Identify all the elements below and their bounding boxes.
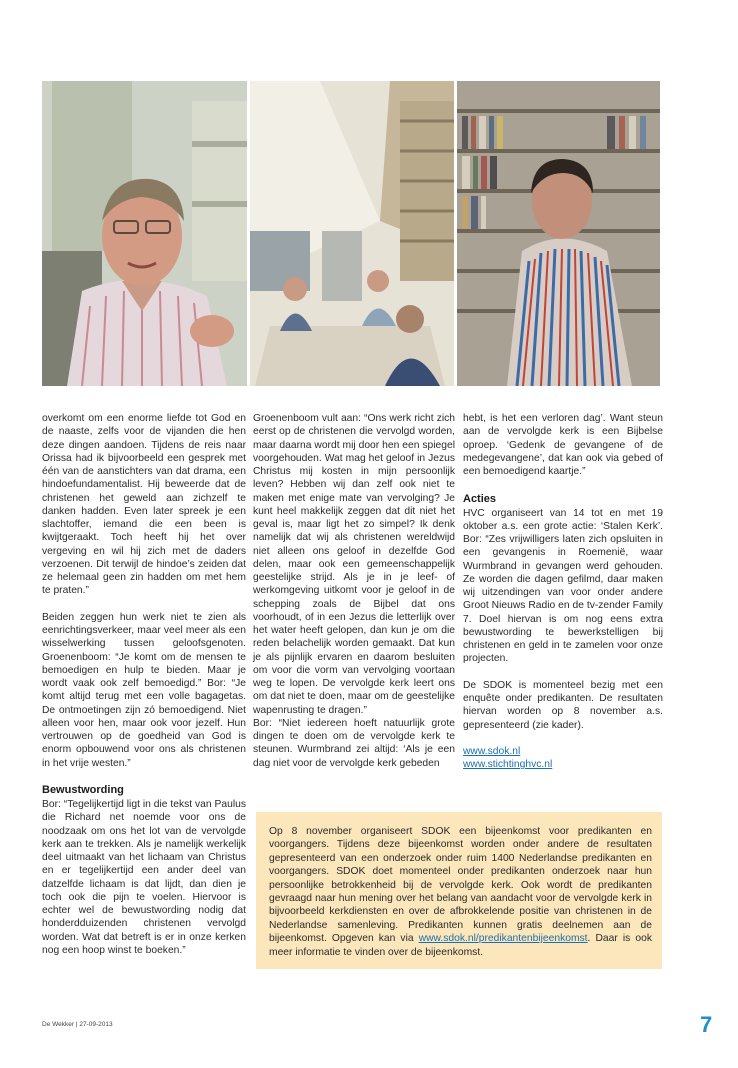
photo-attic-meeting <box>250 81 454 386</box>
col2-paragraph-1: Groenenboom vult aan: “Ons werk richt zich eerst op de christenen die vervolgd worden, maar daarna wordt mij door hen een spiegel voorgehouden. Wat mag het geloof in Jezus Christus mij kosten in mijn persoonlijk leven? Hebben wij dan zelf ook niet te maken met enige mate van vervolging? Je kunt heel makkelijk zeggen dat dit niet het geval is, maar ligt het zo simpel? Ik denk namelijk dat wij als christenen wereldwijd niet alleen ons geloof in dezelfde God delen, maar ook een gemeenschappelijk geestelijke strijd. Als je in je leef- of werkomgeving uitkomt voor je geloof in de schepping zoals de Bijbel dat ons voorhoudt, of in een Jezus die letterlijk over het water heeft gelopen, dan kun je om die reden belachelijk worden gemaakt. Dat kun je als pijnlijk ervaren en daarom besluiten om voor die vorm van vervolging voortaan weg te lopen. De vervolgde kerk leert ons om dat niet te doen, maar om de geestelijke wapenrusting te dragen.” <box>253 413 455 716</box>
col1-paragraph-1: overkomt om een enorme liefde tot God en de naaste, zelfs voor de vijanden die hen deze dingen aandoen. Tijdens de reis naar Orissa had ik bijvoorbeeld een gesprek met één van de aanstichters van dat drama, een hindoefundamentalist. Hij beweerde dat de christenen het geweld aan zichzelf te danken hadden. Even later spreek je een slachtoffer, iemand die een been is kwijtgeraakt. Toch heeft hij het over vergeving en wil hij zich met de daders verzoenen. Dit terwijl de hindoe’s zeiden dat ze helemaal geen zin hadden om met hem te praten.” <box>42 413 246 597</box>
heading-bewustwording: Bewustwording <box>42 784 124 796</box>
link-stichtinghvc[interactable]: www.stichtinghvc.nl <box>463 759 553 771</box>
photo-older-man-image <box>42 81 247 386</box>
article-column-1 <box>42 412 246 957</box>
article-column-2 <box>253 412 455 770</box>
col3-paragraph-3: De SDOK is momenteel bezig met een enquête onder predikanten. De resultaten hiervan worden op 8 november a.s. gepresenteerd (zie kader). <box>463 679 663 731</box>
photo-older-man <box>42 81 247 386</box>
col3-paragraph-2: HVC organiseert van 14 tot en met 19 oktober a.s. een grote actie: ‘Stalen Kerk’. Bor: “Zes vrijwilligers laten zich opsluiten in een gevangenis in Roemenië, waar Wurmbrand in gevangen werd gehouden. Ze worden die dagen gefilmd, daar maken wij uitzendingen van voor onder andere Groot Nieuws Radio en de tv-zender Family 7. Doel hiervan is om nog eens extra bewustwording te bewerkstelligen bij christenen en geld in te zamelen voor onze projecten. <box>463 507 663 665</box>
heading-acties: Acties <box>463 492 497 505</box>
page-number: 7 <box>700 1012 713 1037</box>
photo-younger-man-image <box>457 81 660 386</box>
photo-younger-man <box>457 81 660 386</box>
link-sdok[interactable]: www.sdok.nl <box>463 746 521 757</box>
article-column-3 <box>463 412 663 772</box>
info-box-text-end: . Daar is ook meer informatie te vinden over de bijeenkomst. <box>269 933 652 958</box>
col2-paragraph-2: Bor: “Niet iedereen hoeft natuurlijk grote dingen te doen om de vervolgde kerk te steunen. Wurmbrand zei altijd: ‘Als je een dag niet voor de vervolgde kerk gebeden <box>253 717 455 769</box>
col3-paragraph-1: hebt, is het een verloren dag’. Want steun aan de vervolgde kerk is een Bijbelse oproep. ‘Gedenk de gevangene of de medegevangene’, dat kan ook via gebed of een bemoedigend kaartje.” <box>463 413 663 477</box>
info-box-text: Op 8 november organiseert SDOK een bijeenkomst voor predikanten en voorgangers. Tijdens deze bijeenkomst worden onder andere de resultaten gepresenteerd van een onderzoek onder ruim 1400 Nederlandse predikanten en voorgangers. SDOK doet momenteel onder predikanten onderzoek naar hun persoonlijke betrokkenheid bij de vervolgde kerk. Ook wordt de predikanten gevraagd naar hun mening over het belang van aandacht voor de vervolgde kerk in bijvoorbeeld kerkdiensten en over de afbrokkelende positie van christenen in de Nederlandse samenleving. Predikanten kunnen gratis deelnemen aan de bijeenkomst. Opgeven kan via <box>269 826 652 945</box>
photo-attic-meeting-image <box>250 81 454 386</box>
col1-paragraph-3: Bor: “Tegelijkertijd ligt in die tekst van Paulus die Richard net noemde voor ons de noodzaak om ons het lot van de vervolgde kerk aan te trekken. Als je namelijk werkelijk deel uitmaakt van het lichaam van Christus en er tegelijkertijd een ander deel van datzelfde lichaam is dat lijdt, dan dien je toch ook die pijn te voelen. Hiervoor is echter wel de bewustwording nodig dat honderdduizenden christenen vervolgd worden. Wat dat betreft is er in onze kerken nog een hoop winst te boeken.” <box>42 799 246 956</box>
col1-paragraph-2: Beiden zeggen hun werk niet te zien als eenrichtingsverkeer, maar veel meer als een wisselwerking tussen geloofsgenoten. Groenenboom: “Je komt om de mensen te bemoedigen en hulp te bieden. Maar je wordt vaak ook zelf bemoedigd.” Bor: “Je komt altijd terug met een volle bagagetas. De ontmoetingen zijn zó bemoedigend. Niet alleen voor hen, maar ook voor jezelf. Hun vertrouwen op de goedheid van God is enorm opbouwend voor ons als christenen in het vrije westen.” <box>42 611 246 769</box>
link-predikantenbijeenkomst[interactable]: www.sdok.nl/predikantenbijeenkomst <box>418 933 588 945</box>
footer-publication: De Wekker | 27-09-2013 <box>42 1021 113 1028</box>
info-box <box>256 812 662 969</box>
